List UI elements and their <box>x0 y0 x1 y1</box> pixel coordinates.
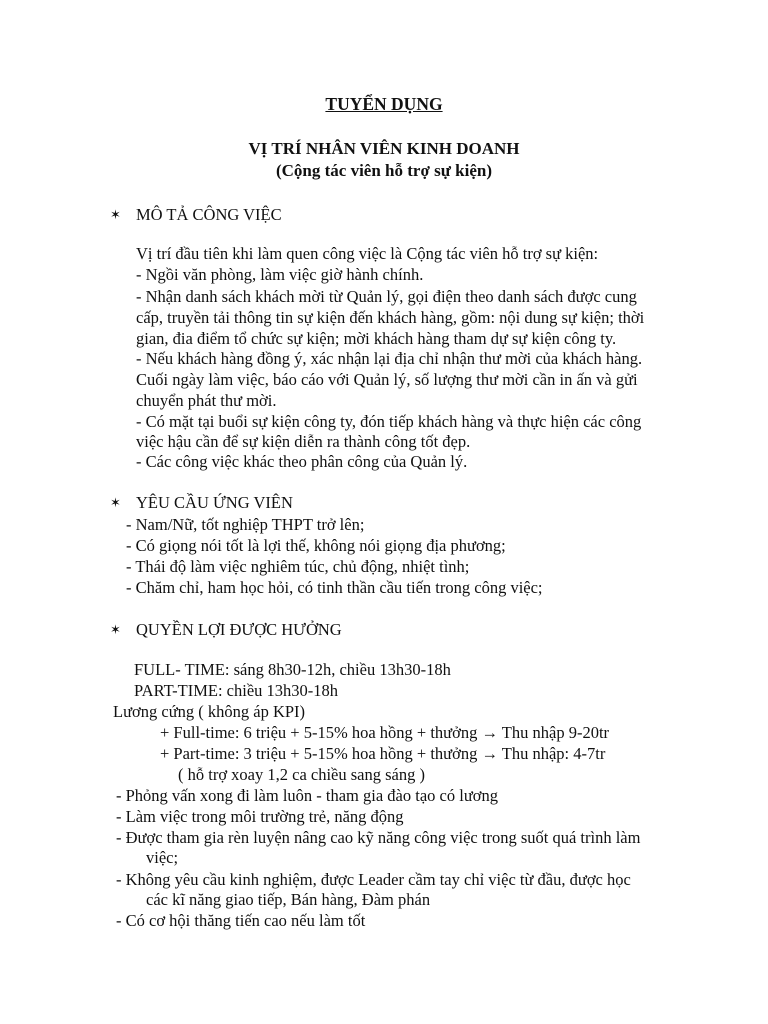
job-line: gian, đia điểm tổ chức sự kiện; mời khách hàng tham dự sự kiện công ty. <box>136 329 617 348</box>
job-line: việc hậu cần để sự kiện diễn ra thành công tốt đẹp. <box>136 432 471 451</box>
benefit-line: - Được tham gia rèn luyện nâng cao kỹ năng công việc trong suốt quá trình làm <box>116 828 641 847</box>
document-title: TUYỂN DỤNG <box>325 94 443 114</box>
requirement-line: - Thái độ làm việc nghiêm túc, chủ động, nhiệt tình; <box>126 557 470 576</box>
job-line: - Nhận danh sách khách mời từ Quản lý, gọi điện theo danh sách được cung <box>136 287 637 306</box>
full-time-hours: FULL- TIME: sáng 8h30-12h, chiều 13h30-18h <box>134 660 451 679</box>
requirement-line: - Chăm chỉ, ham học hỏi, có tinh thần cầu tiến trong công việc; <box>126 578 543 597</box>
salary-part-time-income: Thu nhập: 4-7tr <box>501 744 606 763</box>
job-line: chuyển phát thư mời. <box>136 391 277 410</box>
section-heading-benefits: QUYỀN LỢI ĐƯỢC HƯỞNG <box>136 620 342 639</box>
benefit-line: các kĩ năng giao tiếp, Bán hàng, Đàm phán <box>146 890 431 909</box>
arrow-right-icon: → <box>481 744 498 763</box>
section-heading-requirements: YÊU CẦU ỨNG VIÊN <box>136 493 293 512</box>
star-bullet-icon: ✶ <box>110 622 121 637</box>
benefit-line: - Không yêu cầu kinh nghiệm, được Leader cầm tay chỉ việc từ đầu, được học <box>116 870 631 889</box>
job-line: - Có mặt tại buổi sự kiện công ty, đón tiếp khách hàng và thực hiện các công <box>136 412 642 431</box>
requirement-line: - Có giọng nói tốt là lợi thế, không nói giọng địa phương; <box>126 536 506 555</box>
shift-note: ( hỗ trợ xoay 1,2 ca chiều sang sáng ) <box>178 765 425 784</box>
star-bullet-icon: ✶ <box>110 207 121 222</box>
job-line: - Nếu khách hàng đồng ý, xác nhận lại địa chỉ nhận thư mời của khách hàng. <box>136 349 643 368</box>
benefit-line: - Có cơ hội thăng tiến cao nếu làm tốt <box>116 911 366 930</box>
job-line: - Ngồi văn phòng, làm việc giờ hành chính. <box>136 265 424 284</box>
section-heading-job-description: MÔ TẢ CÔNG VIỆC <box>136 205 282 224</box>
requirement-line: - Nam/Nữ, tốt nghiệp THPT trở lên; <box>126 515 365 534</box>
benefit-line: - Phỏng vấn xong đi làm luôn - tham gia đào tạo có lương <box>116 786 498 805</box>
salary-full-time <box>160 723 609 743</box>
job-line: Vị trí đầu tiên khi làm quen công việc là Cộng tác viên hỗ trợ sự kiện: <box>136 244 599 263</box>
salary-full-time-income: Thu nhập 9-20tr <box>501 723 610 742</box>
base-salary: Lương cứng ( không áp KPI) <box>113 702 306 721</box>
job-line: cấp, truyền tải thông tin sự kiện đến khách hàng, gồm: nội dung sự kiện; thời <box>136 308 645 327</box>
position-title: VỊ TRÍ NHÂN VIÊN KINH DOANH <box>248 139 520 158</box>
part-time-hours: PART-TIME: chiều 13h30-18h <box>134 681 339 700</box>
position-subtitle: (Cộng tác viên hỗ trợ sự kiện) <box>275 161 493 180</box>
benefit-line: - Làm việc trong môi trường trẻ, năng động <box>116 807 404 826</box>
benefit-line: việc; <box>146 848 179 867</box>
arrow-right-icon: → <box>481 723 498 742</box>
salary-full-time-detail: + Full-time: 6 triệu + 5-15% hoa hồng + thưởng <box>160 723 478 742</box>
salary-part-time-detail: + Part-time: 3 triệu + 5-15% hoa hồng + thưởng <box>160 744 478 763</box>
salary-part-time <box>160 744 605 764</box>
job-line: - Các công việc khác theo phân công của Quản lý. <box>136 452 468 471</box>
job-line: Cuối ngày làm việc, báo cáo với Quản lý, số lượng thư mời cần in ấn và gửi <box>136 370 638 389</box>
star-bullet-icon: ✶ <box>110 495 121 510</box>
